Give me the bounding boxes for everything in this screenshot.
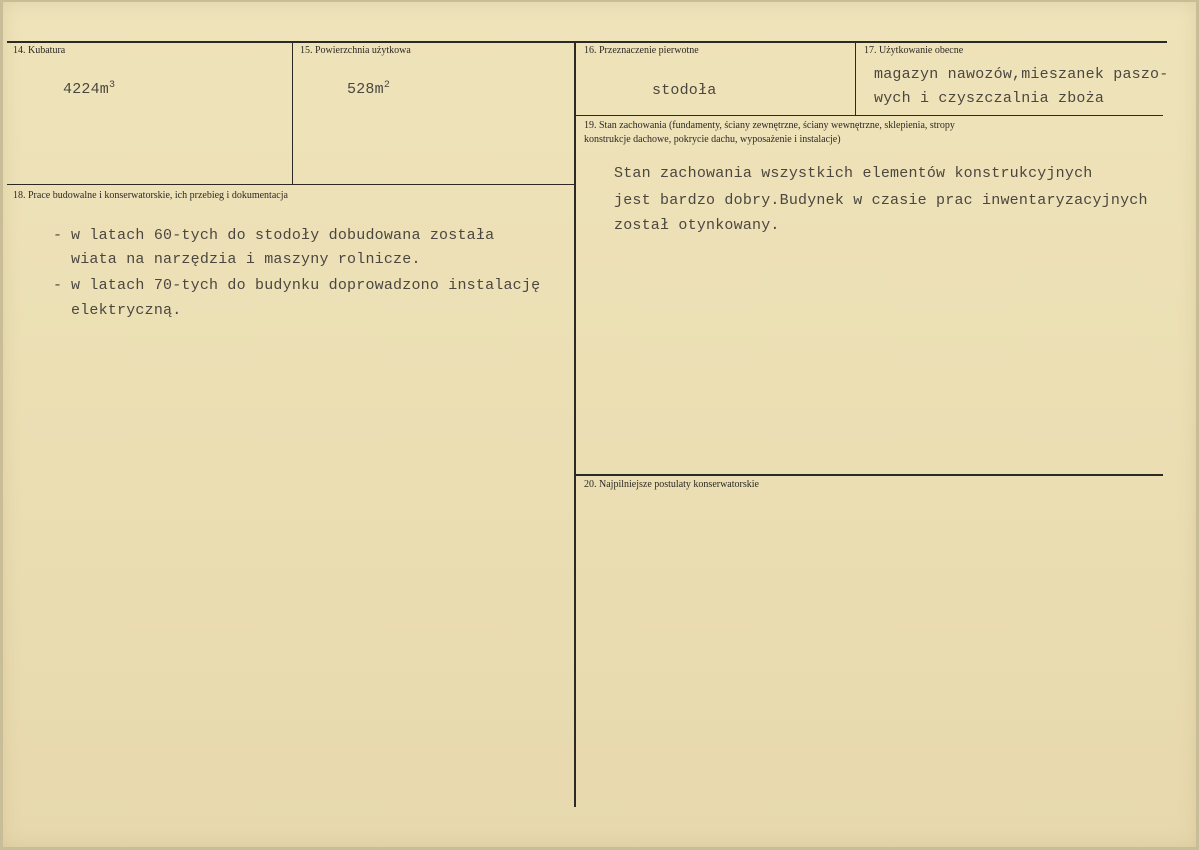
field-17-label: 17. Użytkowanie obecne [864, 45, 964, 56]
field-15-label: 15. Powierzchnia użytkowa [300, 45, 411, 56]
divider-f16-f17 [855, 42, 856, 115]
field-14-label: 14. Kubatura [13, 45, 66, 56]
divider-left-right [574, 42, 576, 807]
field-18-item-1-line-1: - w latach 60-tych do stodoły dobudowana została [53, 224, 494, 248]
top-rule [7, 41, 1167, 43]
field-16-value: stodoła [652, 82, 717, 99]
field-16-label: 16. Przeznaczenie pierwotne [584, 45, 699, 56]
field-14-value: $4224m^3$ [63, 80, 116, 98]
bullet-dash: - [53, 227, 63, 244]
rule-below-f19 [576, 474, 1163, 476]
divider-f14-f15 [292, 42, 293, 184]
field-19-line-1: Stan zachowania wszystkich elementów konstrukcyjnych [614, 165, 1093, 182]
field-18-item-1-line-2: wiata na narzędzia i maszyny rolnicze. [71, 251, 421, 268]
field-17-line-1: magazyn nawozów,mieszanek paszo- [874, 66, 1169, 83]
field-15-value: $528m^2$ [347, 80, 391, 98]
field-18-item-2-line-2: elektryczną. [71, 302, 182, 319]
field-18-label: 18. Prace budowalne i konserwatorskie, ich przebieg i dokumentacja [13, 190, 288, 201]
rule-below-f17 [576, 115, 1163, 116]
field-19-label-line-1: 19. Stan zachowania (fundamenty, ściany zewnętrzne, ściany wewnętrzne, sklepienia, stropy [584, 120, 955, 131]
field-17-line-2: wych i czyszczalnia zboża [874, 90, 1105, 107]
rule-below-f15 [7, 184, 575, 185]
inventory-card [3, 2, 1196, 847]
bullet-dash: - [53, 277, 63, 294]
field-19-label-line-2: konstrukcje dachowe, pokrycie dachu, wyposażenie i instalacje) [584, 134, 841, 145]
field-19-line-2: jest bardzo dobry.Budynek w czasie prac inwentaryzacyjnych [614, 192, 1148, 209]
field-20-label: 20. Najpilniejsze postulaty konserwatorskie [584, 479, 759, 490]
field-19-line-3: został otynkowany. [614, 217, 780, 234]
field-18-item-2-line-1: - w latach 70-tych do budynku doprowadzono instalację [53, 274, 540, 298]
